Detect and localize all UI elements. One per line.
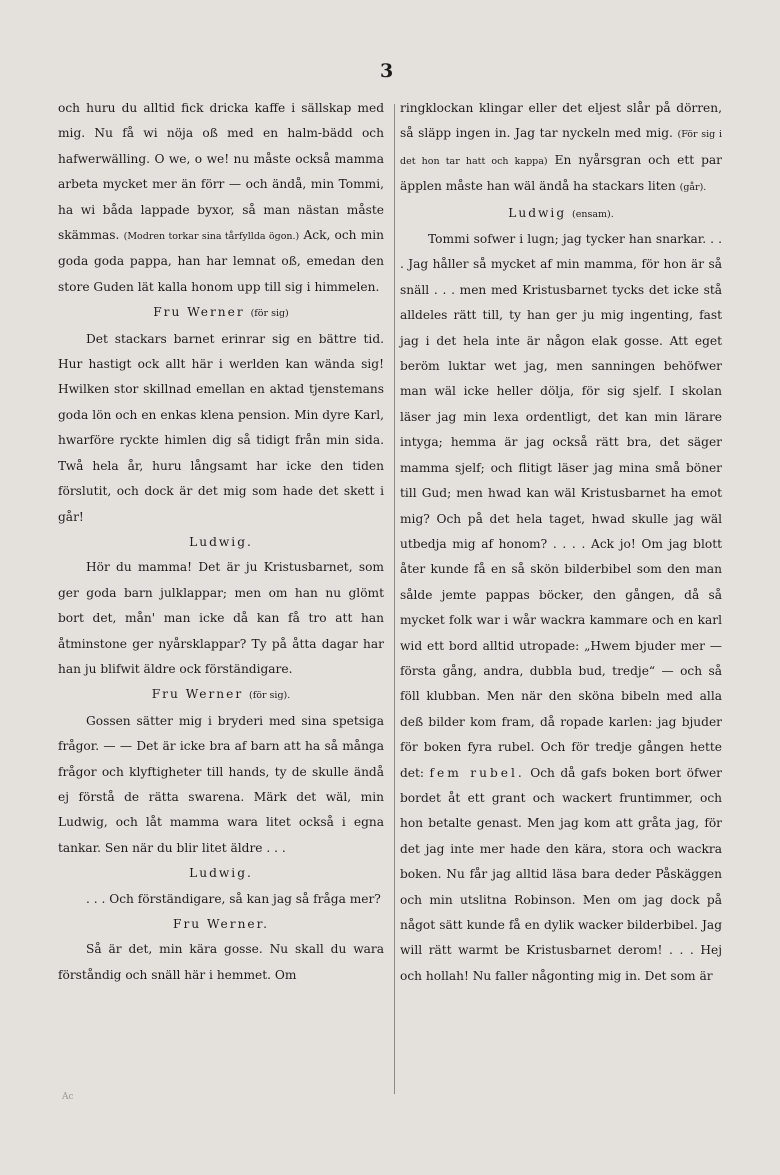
stage-direction: (För sig i det hon tar hatt och kappa)	[400, 129, 722, 167]
paragraph-text: ringklockan klingar eller det eljest slår på dörren, så släpp ingen in. Jag tar nyckeln med mig.	[400, 101, 722, 141]
paragraph-text: och huru du alltid fick dricka kaffe i sällskap med mig. Nu få wi nöja oß med en halm-bädd och hafwerwälling. O we, o we! nu måste också mamma arbeta mycket mer än förr — och ändå, min Tommi, ha wi båda lappade byxor, så man nästan måste skämmas.	[58, 101, 384, 243]
speaker-heading	[58, 682, 384, 708]
paragraph	[58, 96, 384, 300]
stage-direction: (ensam).	[572, 208, 614, 220]
stage-direction: (för sig).	[249, 690, 291, 702]
page-number: 3	[380, 60, 394, 82]
speaker-name: Fru Werner	[153, 305, 245, 320]
speaker-heading	[400, 201, 722, 227]
speaker-name: Ludwig	[508, 205, 567, 220]
paragraph-text: En nyårsgran och ett par äpplen måste han wäl ändå ha stackars liten	[400, 152, 723, 194]
spaced-emphasis: fem rubel.	[429, 765, 525, 780]
dialogue-text: . . . Och förständigare, så kan jag så fråga mer?	[86, 891, 381, 906]
speaker-name: Fru Werner.	[173, 917, 269, 931]
speaker-name: Ludwig.	[189, 534, 253, 549]
speaker-heading	[58, 912, 384, 937]
dialogue-text: Det stackars barnet erinrar sig en bättre tid. Hur hastigt ock allt här i werlden kan wända sig! Hwilken stor skillnad emellan en aktad tjenstemans goda lön och en enkas klena pension. Min dyre Karl, hwarföre ryckte himlen dig så tidigt från min sida. Twå hela år, huru långsamt har icke den tiden förslutit, och dock är det mig som hade det skett i går!	[58, 331, 384, 524]
dialogue-text: Så är det, min kära gosse. Nu skall du wara förståndig och snäll här i hemmet. Om	[58, 942, 384, 982]
speaker-name: Fru Werner	[151, 687, 244, 702]
dialogue-text: Gossen sätter mig i bryderi med sina spetsiga frågor. — — Det är icke bra af barn att ha så många frågor och klyftigheter till hands, ty de skulle ändå ej förstå de rätta swarena. Märk det wäl, min Ludwig, och låt mamma wara litet också i egna tankar. Sen när du blir litet äldre . . .	[58, 713, 384, 855]
dialogue-part: Tommi sofwer i lugn; jag tycker han snarkar. . . . Jag håller så mycket af min mamma, för hon är så snäll . . . men med Kristusbarnet tycks det icke stå alldeles rätt till, ty han ger ju mig ingenting, fast jag i det hela inte är någon elak gosse. Att eget beröm luktar wet jag, men sanningen behöfwer man wäl icke heller dölja, för sig sjelf. I skolan läser jag min lexa ordentligt, det kan min lärare intyga; hemma är jag också rätt bra, det säger mamma sjelf; och flitigt läser jag mina små böner till Gud; men hwad kan wäl Kristusbarnet ha emot mig? Och på det hela taget, hwad skulle jag wäl utbedja mig af honom? . . . . Ack jo! Om jag blott åter kunde få en så skön bilderbibel som den man sålde jemte pappas böcker, den gången, då så mycket folk war i wår wackra kammare och en karl wid ett bord alltid utropade: „Hwem bjuder mer — första gång, andra, dubbla bud, tredje“ — och så föll klubban. Men när den sköna bibeln med alla deß bilder kom fram, då ropade karlen: jag bjuder för boken fyra rubel. Och för tredje gången hette det:	[400, 232, 722, 780]
stage-direction: (Modren torkar sina tårfyllda ögon.)	[123, 231, 300, 243]
right-text-column	[400, 96, 722, 989]
column-divider	[394, 104, 395, 1094]
dialogue-text	[400, 227, 722, 989]
dialogue-part: Och då gafs boken bort öfwer bordet åt ett grant och wackert fruntimmer, och hon betalte genast. Men jag kom att gråta jag, för det jag inte mer hade den kära, stora och wackra boken. Nu får jag alltid läsa bara deder Påskäggen och min utslitna Robinson. Men om jag dock på något sätt kunde få en dylik wacker bilderbibel. Jag will rätt warmt be Kristusbarnet derom! . . . Hej och hollah! Nu faller någonting mig in. Det som är	[400, 765, 722, 983]
speaker-heading	[58, 300, 384, 326]
dialogue-text: Hör du mamma! Det är ju Kristusbarnet, som ger goda barn julklappar; men om han nu glömt bort det, mån' man icke då kan få tro att han åtminstone ger nyårsklappar? Ty på åtta dagar har han ju blifwit äldre ock förständigare.	[58, 560, 384, 676]
speaker-heading	[58, 861, 384, 886]
stage-direction: (för sig)	[250, 308, 289, 320]
library-mark: Ac	[62, 1092, 74, 1102]
speaker-heading	[58, 530, 384, 555]
speaker-name: Ludwig.	[189, 866, 253, 881]
left-text-column	[58, 96, 384, 988]
paragraph-text: Ack, och min goda goda pappa, han har lemnat oß, emedan den store Guden lät kalla honom upp till sig i himmelen.	[58, 228, 385, 294]
paragraph	[400, 96, 722, 201]
stage-direction: (går).	[679, 182, 707, 194]
